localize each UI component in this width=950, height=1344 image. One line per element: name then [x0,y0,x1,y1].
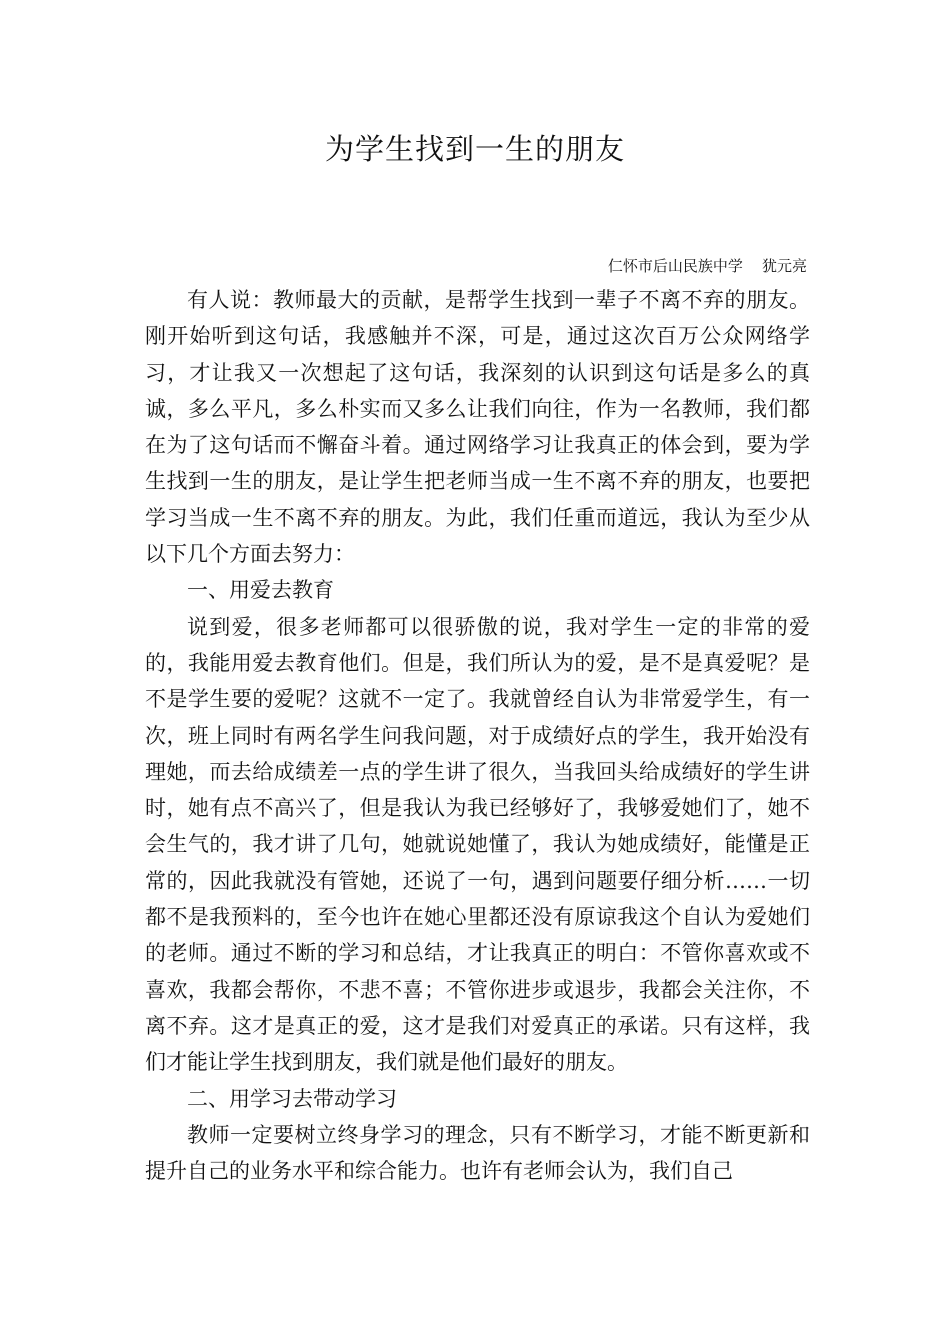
intro-paragraph: 有人说：教师最大的贡献，是帮学生找到一辈子不离不弃的朋友。刚开始听到这句话，我感触并不深，可是，通过这次百万公众网络学习，才让我又一次想起了这句话，我深刻的认识到这句话是多么的真诚，多么平凡，多么朴实而又多么让我们向往，作为一名教师，我们都在为了这句话而不懈奋斗着。通过网络学习让我真正的体会到，要为学生找到一生的朋友，是让学生把老师当成一生不离不弃的朋友，也要把学习当成一生不离不弃的朋友。为此，我们任重而道远，我认为至少从以下几个方面去努力： [145,288,810,567]
section-1-paragraph: 说到爱，很多老师都可以很骄傲的说，我对学生一定的非常的爱的，我能用爱去教育他们。但是，我们所认为的爱，是不是真爱呢？是不是学生要的爱呢？这就不一定了。我就曾经自认为非常爱学生，有一次，班上同时有两名学生问我问题，对于成绩好点的学生，我开始没有理她，而去给成绩差一点的学生讲了很久，当我回头给成绩好的学生讲时，她有点不高兴了，但是我认为我已经够好了，我够爱她们了，她不会生气的，我才讲了几句，她就说她懂了，我认为她成绩好，能懂是正常的，因此我就没有管她，还说了一句，遇到问题要仔细分析……一切都不是我预料的，至今也许在她心里都还没有原谅我这个自认为爱她们的老师。通过不断的学习和总结，才让我真正的明白：不管你喜欢或不喜欢，我都会帮你，不悲不喜；不管你进步或退步，我都会关注你，不离不弃。这才是真正的爱，这才是我们对爱真正的承诺。只有这样，我们才能让学生找到朋友，我们就是他们最好的朋友。 [145,614,810,1075]
section-heading-2: 二、用学习去带动学习 [187,1086,397,1111]
document-title: 为学生找到一生的朋友 [324,132,625,166]
section-2-paragraph: 教师一定要树立终身学习的理念，只有不断学习，才能不断更新和提升自己的业务水平和综合能力。也许有老师会认为，我们自己 [145,1122,810,1184]
author-byline: 仁怀市后山民族中学 犹元亮 [607,257,807,275]
section-heading-1: 一、用爱去教育 [187,578,334,603]
document-body [145,282,810,1189]
